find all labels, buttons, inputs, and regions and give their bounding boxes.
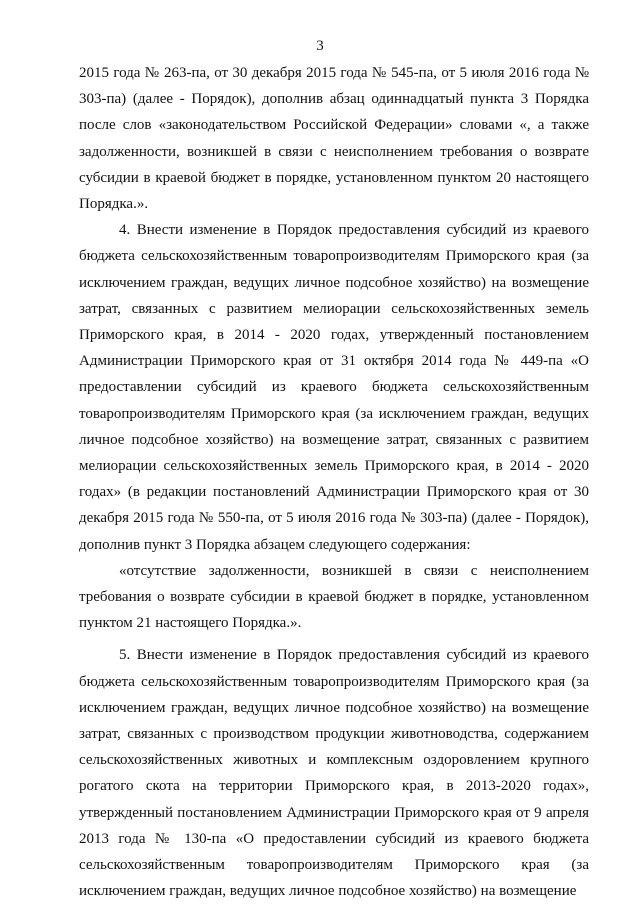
paragraph-item-5: 5. Внести изменение в Порядок предоставления субсидий из краевого бюджета сельскохозяйственным товаропроизводителям Приморского края (за исключением граждан, ведущих личное подсобное хозяйство) на возмещение затрат, связанных с производством продукции животноводства, содержанием сельскохозяйственных животных и комплексным оздоровлением крупного рогатого скота на территории Приморского края, в 2013-2020 годах», утвержденный постановлением Администрации Приморского края от 9 апреля 2013 года № 130-па «О предоставлении субсидий из краевого бюджета сельскохозяйственным товаропроизводителям Приморского края (за исключением граждан, ведущих личное подсобное хозяйство) на возмещение xyxy=(79,647,589,900)
paragraph-continuation: 2015 года № 263-па, от 30 декабря 2015 года № 545-па, от 5 июля 2016 года № 303-па) (далее - Порядок), дополнив абзац одиннадцатый пункта 3 Порядка после слов «законодательством Российской Федерации» словами «, а также задолженности, возникшей в связи с неисполнением требования о возврате субсидии в краевой бюджет в порядке, установленном пунктом 20 настоящего Порядка.». xyxy=(79,65,589,213)
paragraph-quoted-addition: «отсутствие задолженности, возникшей в связи с неисполнением требования о возврате субсидии в краевой бюджет в порядке, установленном пунктом 21 настоящего Порядка.». xyxy=(79,562,589,632)
document-body xyxy=(79,60,589,905)
paragraph-item-4: 4. Внести изменение в Порядок предоставления субсидий из краевого бюджета сельскохозяйственным товаропроизводителям Приморского края (за исключением граждан, ведущих личное подсобное хозяйство) на возмещение затрат, связанных с развитием мелиорации сельскохозяйственных земель Приморского края, в 2014 - 2020 годах, утвержденный постановлением Администрации Приморского края от 31 октября 2014 года № 449-па «О предоставлении субсидий из краевого бюджета сельскохозяйственным товаропроизводителям Приморского края (за исключением граждан, ведущих личное подсобное хозяйство) на возмещение затрат, связанных с развитием мелиорации сельскохозяйственных земель Приморского края, в 2014 - 2020 годах» (в редакции постановлений Администрации Приморского края от 30 декабря 2015 года № 550-па, от 5 июля 2016 года № 303-па) (далее - Порядок), дополнив пункт 3 Порядка абзацем следующего содержания: xyxy=(79,222,589,553)
page-number: 3 xyxy=(316,38,324,54)
